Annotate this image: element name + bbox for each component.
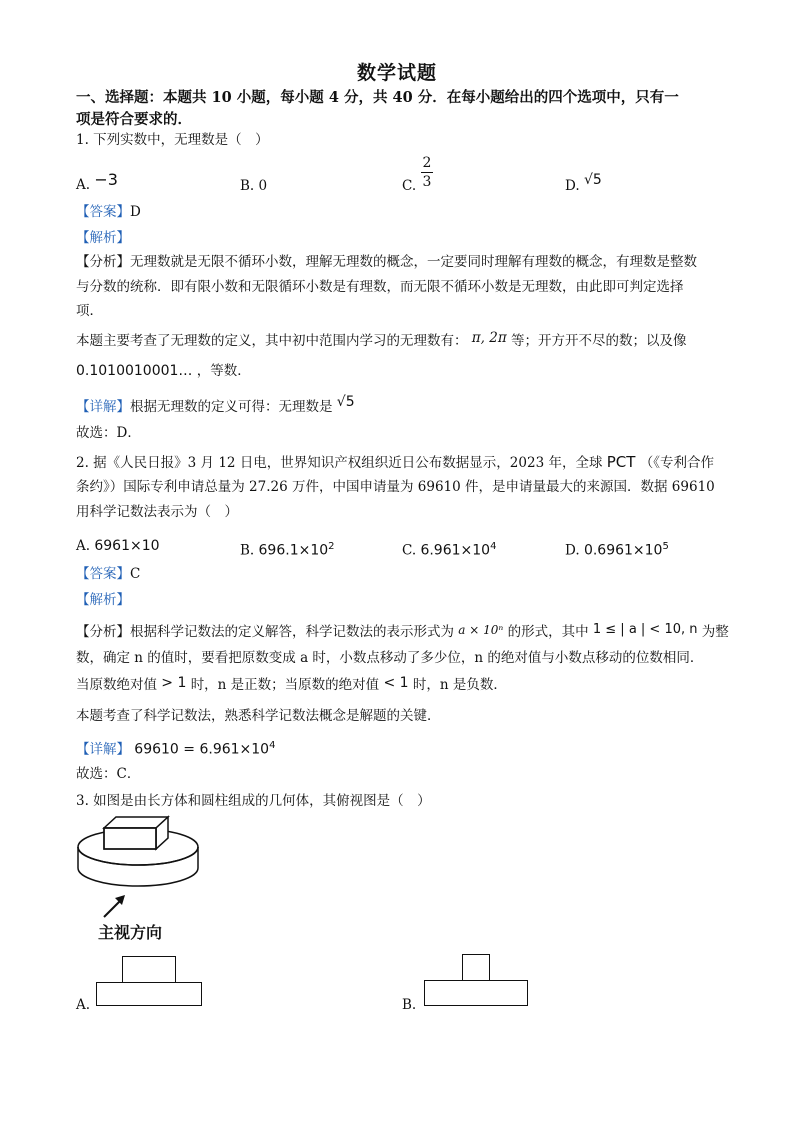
q2-option-b-base: 696.1×10 bbox=[258, 542, 329, 559]
section-heading-line2: 项是符合要求的． bbox=[76, 111, 192, 128]
q2-note: 本题考查了科学记数法，熟悉科学记数法概念是解题的关键． bbox=[76, 708, 441, 724]
fenxi-text-c: 为整 bbox=[701, 624, 729, 640]
fenxi-gt: > 1 bbox=[161, 675, 187, 691]
fraction-denominator: 3 bbox=[422, 174, 432, 190]
q2-option-b-exp: 2 bbox=[328, 541, 335, 552]
q2-answer bbox=[76, 565, 140, 584]
q2-option-c bbox=[402, 537, 496, 561]
fenxi-form: a × 10ⁿ bbox=[458, 623, 504, 637]
q2-option-d-base: 0.6961×10 bbox=[583, 542, 663, 559]
fenxi-text: 无理数就是无限不循环小数，理解无理数的概念，一定要同时理解有理数的概念，有理数是整数 bbox=[130, 254, 697, 270]
q1-note-line2 bbox=[76, 362, 251, 381]
q2-option-d-exp: 5 bbox=[662, 541, 669, 552]
detail-tag: 【详解】 bbox=[76, 399, 130, 415]
q2-choice: 故选：C． bbox=[76, 766, 141, 782]
q1-option-d bbox=[565, 172, 602, 196]
q2-detail bbox=[76, 736, 275, 760]
q1-detail bbox=[76, 394, 355, 417]
q1-option-a bbox=[76, 170, 118, 195]
answer-value: C bbox=[130, 566, 141, 582]
q2-stem-line2: 条约》）国际专利申请总量为 27.26 万件，中国申请量为 69610 件，是申请量最大的来源国．数据 69610 bbox=[76, 479, 715, 495]
q2-analysis-tag: 【解析】 bbox=[76, 592, 130, 608]
fenxi-text-e: 时，n 是正数；当原数的绝对值 bbox=[190, 677, 380, 693]
q1-option-c bbox=[402, 177, 416, 196]
q1-option-d-label: D. bbox=[565, 178, 580, 194]
page-title: 数学试题 bbox=[357, 62, 438, 84]
fenxi-text-f: 时，n 是负数． bbox=[412, 677, 507, 693]
q2-fenxi-line1 bbox=[76, 623, 729, 642]
q1-choice: 故选：D． bbox=[76, 425, 141, 441]
q1-option-d-value: √5 bbox=[583, 172, 602, 188]
option-a-small-rect bbox=[122, 956, 176, 983]
q2-option-d bbox=[565, 537, 669, 561]
fenxi-tag: 【分析】 bbox=[76, 254, 130, 270]
q2-option-b-label: B. bbox=[240, 542, 255, 559]
detail-text: 根据无理数的定义可得：无理数是 bbox=[130, 399, 333, 415]
q2-stem-text-a: 2. 据《人民日报》3 月 12 日电，世界知识产权组织近日公布数据显示，2023 年，全球 bbox=[76, 455, 603, 471]
q2-option-a bbox=[76, 537, 160, 556]
detail-math: 69610 = 6.961×10 bbox=[134, 741, 270, 758]
q2-stem-line3: 用科学记数法表示为（ ） bbox=[76, 504, 238, 520]
q2-option-a-label: A. bbox=[76, 538, 91, 554]
fenxi-range: 1 ≤ | a | < 10, n bbox=[592, 622, 698, 637]
q2-stem-pct: PCT bbox=[606, 453, 636, 471]
q2-option-c-base: 6.961×10 bbox=[420, 542, 491, 559]
q3-option-a-top-view bbox=[96, 956, 202, 1006]
note-text-a: 本题主要考查了无理数的定义，其中初中范围内学习的无理数有： bbox=[76, 333, 468, 349]
fraction-numerator: 2 bbox=[422, 155, 432, 171]
q1-option-c-label: C. bbox=[402, 178, 417, 194]
note-text-b: 等；开方开不尽的数；以及像 bbox=[511, 333, 687, 349]
detail-tag: 【详解】 bbox=[76, 741, 130, 758]
fraction-bar bbox=[421, 172, 433, 173]
note-text-c: ，等数． bbox=[196, 363, 251, 379]
detail-exp: 4 bbox=[269, 740, 276, 751]
q1-option-a-value: −3 bbox=[94, 170, 118, 189]
note-math-pi: π, 2π bbox=[471, 330, 507, 346]
q2-option-d-label: D. bbox=[565, 542, 580, 559]
q1-option-b-label: B. 0 bbox=[240, 178, 268, 194]
q1-stem: 1. 下列实数中，无理数是（ ） bbox=[76, 132, 269, 148]
q3-option-a-label: A. bbox=[76, 997, 91, 1013]
q1-analysis-tag: 【解析】 bbox=[76, 230, 130, 246]
note-math-decimal: 0.1010010001… bbox=[76, 363, 193, 379]
q3-solid-figure bbox=[74, 810, 206, 910]
q1-note-line1 bbox=[76, 332, 687, 351]
q2-option-c-label: C. bbox=[402, 542, 417, 559]
option-b-small-rect bbox=[462, 954, 490, 981]
q2-stem-line1 bbox=[76, 453, 714, 473]
q3-stem: 3. 如图是由长方体和圆柱组成的几何体，其俯视图是（ ） bbox=[76, 793, 431, 809]
q1-option-a-label: A. bbox=[76, 177, 91, 193]
option-b-large-rect bbox=[424, 980, 528, 1006]
q3-option-b-top-view bbox=[424, 954, 528, 1006]
q3-figure-caption: 主视方向 bbox=[98, 923, 163, 942]
fenxi-tag: 【分析】 bbox=[76, 624, 130, 640]
q1-fenxi-line2: 与分数的统称．即有限小数和无限循环小数是有理数，而无限不循环小数是无理数，由此即可判定选择 bbox=[76, 279, 684, 295]
q1-answer bbox=[76, 203, 141, 222]
q2-option-a-value: 6961×10 bbox=[94, 538, 160, 554]
q3-option-b-label: B. bbox=[402, 997, 417, 1013]
q2-option-b bbox=[240, 537, 335, 561]
fenxi-lt: < 1 bbox=[383, 675, 409, 691]
fenxi-text-b: 的形式，其中 bbox=[507, 624, 589, 640]
option-a-large-rect bbox=[96, 982, 202, 1006]
view-direction-arrow-icon bbox=[100, 893, 130, 921]
q2-option-c-exp: 4 bbox=[490, 541, 497, 552]
q2-fenxi-line2: 数，确定 n 的值时，要看把原数变成 a 时，小数点移动了多少位，n 的绝对值与小数点移动的位数相同． bbox=[76, 650, 704, 666]
q2-stem-text-b: （《专利合作 bbox=[639, 455, 714, 471]
q1-option-c-fraction bbox=[421, 155, 433, 190]
q1-fenxi-line3: 项． bbox=[76, 303, 103, 319]
answer-tag: 【答案】 bbox=[76, 204, 130, 220]
q2-fenxi-line3 bbox=[76, 676, 507, 695]
fenxi-text-d: 当原数绝对值 bbox=[76, 677, 157, 693]
section-heading-line1: 一、选择题：本题共 10 小题，每小题 4 分，共 40 分．在每小题给出的四个选项中，只有一 bbox=[76, 89, 679, 106]
q1-fenxi-line1 bbox=[76, 253, 697, 272]
fenxi-text-a: 根据科学记数法的定义解答，科学记数法的表示形式为 bbox=[130, 624, 454, 640]
answer-tag: 【答案】 bbox=[76, 566, 130, 582]
detail-math: √5 bbox=[336, 394, 355, 410]
answer-value: D bbox=[130, 204, 141, 220]
q1-option-b bbox=[240, 177, 267, 196]
